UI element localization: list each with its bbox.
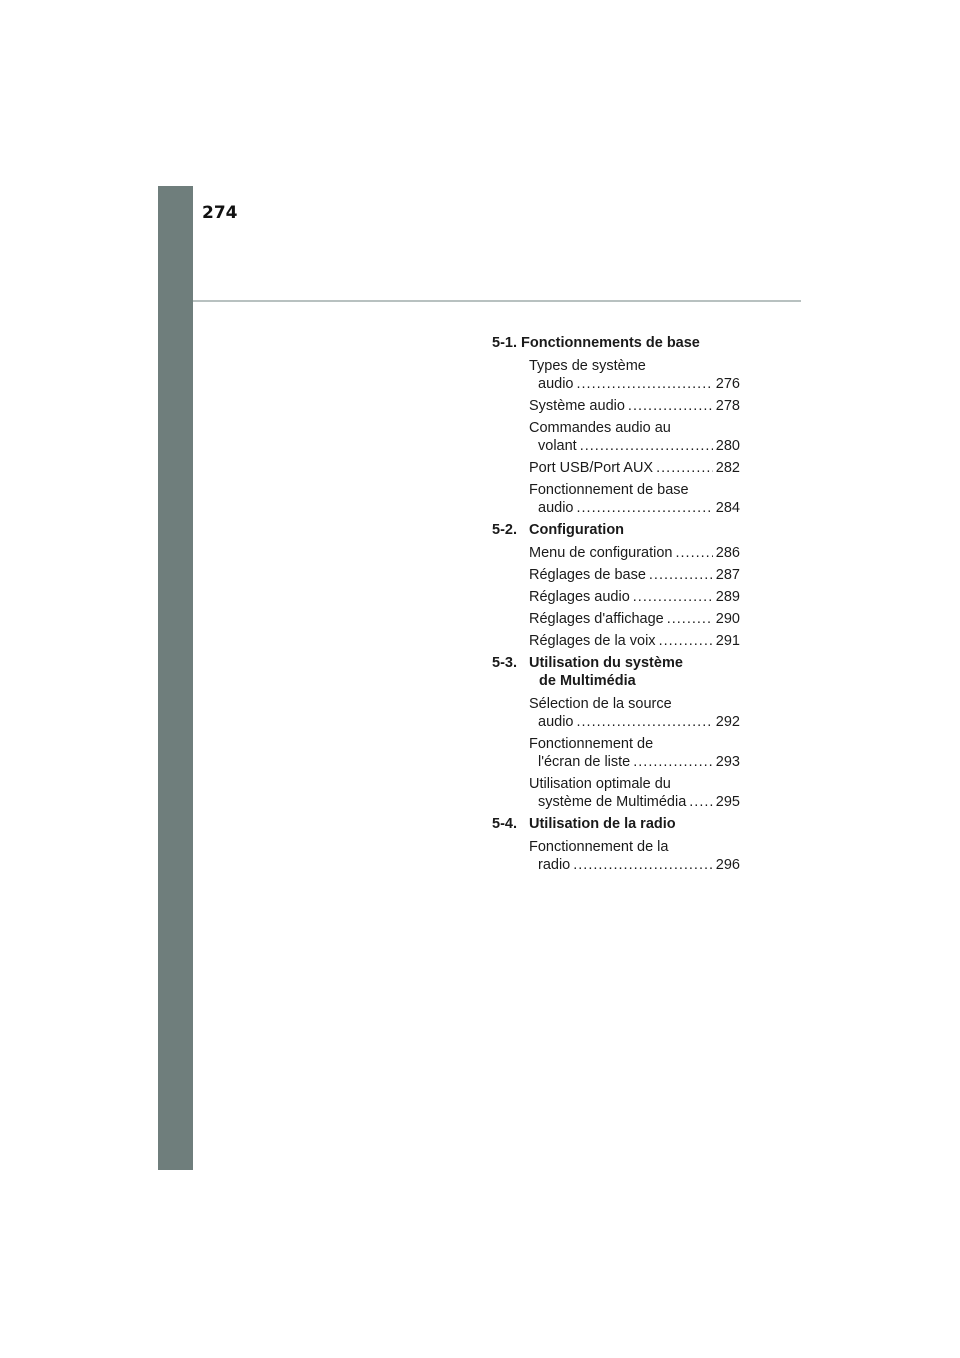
entry-label-line: Fonctionnement de la xyxy=(529,839,669,855)
entry-label-line: Types de système xyxy=(529,358,646,374)
toc-entry[interactable] xyxy=(529,481,740,517)
toc-entry[interactable] xyxy=(529,588,740,606)
toc-section xyxy=(492,521,752,650)
entry-label-line: Port USB/Port AUX xyxy=(529,460,654,476)
entry-leader-row xyxy=(529,375,740,393)
toc-section xyxy=(492,334,752,517)
toc-section xyxy=(492,654,752,811)
dot-leader xyxy=(633,588,713,606)
toc-entry[interactable] xyxy=(529,357,740,393)
toc-entry[interactable] xyxy=(529,632,740,650)
entry-page-number: 290 xyxy=(715,611,740,627)
dot-leader xyxy=(576,375,712,393)
entry-page-number: 289 xyxy=(715,589,740,605)
dot-leader xyxy=(656,459,713,477)
entry-leader-row xyxy=(529,437,740,455)
entry-page-number: 293 xyxy=(715,754,740,770)
toc-entry[interactable] xyxy=(529,419,740,455)
dot-leader xyxy=(576,713,712,731)
dot-leader xyxy=(659,632,713,650)
table-of-contents xyxy=(492,334,752,878)
entry-label-line: Utilisation optimale du xyxy=(529,776,671,792)
dot-leader xyxy=(576,499,712,517)
entry-leader-row xyxy=(529,588,740,606)
entry-label-line: Fonctionnement de xyxy=(529,736,654,752)
section-title-line: Configuration xyxy=(529,522,625,538)
entry-leader-row xyxy=(529,793,740,811)
entry-page-number: 291 xyxy=(715,633,740,649)
entry-label-line: Réglages de base xyxy=(529,567,646,583)
entry-label-line: Système audio xyxy=(529,398,625,414)
entry-label-line: audio xyxy=(538,714,574,730)
entry-label-line: Sélection de la source xyxy=(529,696,672,712)
entry-leader-row xyxy=(529,544,740,562)
page-number: 274 xyxy=(202,203,238,223)
toc-entry[interactable] xyxy=(529,775,740,811)
entry-label-line: radio xyxy=(538,857,571,873)
section-number: 5-3. xyxy=(492,655,517,671)
toc-entry[interactable] xyxy=(529,735,740,771)
entry-leader-row xyxy=(529,632,740,650)
toc-entry[interactable] xyxy=(529,544,740,562)
toc-entry[interactable] xyxy=(529,397,740,415)
dot-leader xyxy=(633,753,713,771)
entry-page-number: 286 xyxy=(715,545,740,561)
section-title-line: Fonctionnements de base xyxy=(521,335,700,351)
dot-leader xyxy=(649,566,713,584)
entry-page-number: 292 xyxy=(715,714,740,730)
entry-label-line: Commandes audio au xyxy=(529,420,671,436)
entry-label-line: audio xyxy=(538,500,574,516)
toc-entry[interactable] xyxy=(529,838,740,874)
entry-label-line: système de Multimédia xyxy=(538,794,687,810)
entry-leader-row xyxy=(529,499,740,517)
dot-leader xyxy=(676,544,713,562)
entry-leader-row xyxy=(529,610,740,628)
chapter-sidebar-tab xyxy=(158,186,193,1170)
section-title-line: Utilisation de la radio xyxy=(529,816,676,832)
section-title xyxy=(529,521,752,539)
section-heading xyxy=(492,334,752,352)
entry-page-number: 280 xyxy=(715,438,740,454)
entry-page-number: 284 xyxy=(715,500,740,516)
section-number: 5-2. xyxy=(492,522,517,538)
dot-leader xyxy=(573,856,713,874)
entry-page-number: 282 xyxy=(715,460,740,476)
entry-leader-row xyxy=(529,566,740,584)
entry-leader-row xyxy=(529,459,740,477)
entry-page-number: 287 xyxy=(715,567,740,583)
entry-page-number: 278 xyxy=(715,398,740,414)
dot-leader xyxy=(628,397,713,415)
section-title xyxy=(521,334,752,352)
entry-page-number: 276 xyxy=(715,376,740,392)
section-heading xyxy=(492,521,752,539)
toc-section xyxy=(492,815,752,874)
entry-label-line: Réglages d'affichage xyxy=(529,611,664,627)
entry-leader-row xyxy=(529,856,740,874)
section-number: 5-4. xyxy=(492,816,517,832)
section-heading xyxy=(492,654,752,690)
header-divider xyxy=(193,300,801,302)
dot-leader xyxy=(689,793,713,811)
section-number: 5-1. xyxy=(492,335,517,351)
section-title-line: de Multimédia xyxy=(539,673,636,689)
section-title xyxy=(529,815,752,833)
toc-entry[interactable] xyxy=(529,695,740,731)
entry-label-line: volant xyxy=(538,438,577,454)
section-heading xyxy=(492,815,752,833)
toc-entry[interactable] xyxy=(529,566,740,584)
entry-page-number: 296 xyxy=(715,857,740,873)
toc-entry[interactable] xyxy=(529,610,740,628)
section-title xyxy=(529,654,752,690)
section-title-line: Utilisation du système xyxy=(529,655,683,671)
entry-leader-row xyxy=(529,713,740,731)
entry-label-line: l'écran de liste xyxy=(538,754,631,770)
dot-leader xyxy=(667,610,713,628)
entry-label-line: audio xyxy=(538,376,574,392)
entry-label-line: Menu de configuration xyxy=(529,545,673,561)
entry-label-line: Réglages de la voix xyxy=(529,633,656,649)
entry-page-number: 295 xyxy=(715,794,740,810)
entry-leader-row xyxy=(529,753,740,771)
entry-leader-row xyxy=(529,397,740,415)
toc-entry[interactable] xyxy=(529,459,740,477)
entry-label-line: Réglages audio xyxy=(529,589,630,605)
entry-label-line: Fonctionnement de base xyxy=(529,482,689,498)
dot-leader xyxy=(580,437,713,455)
